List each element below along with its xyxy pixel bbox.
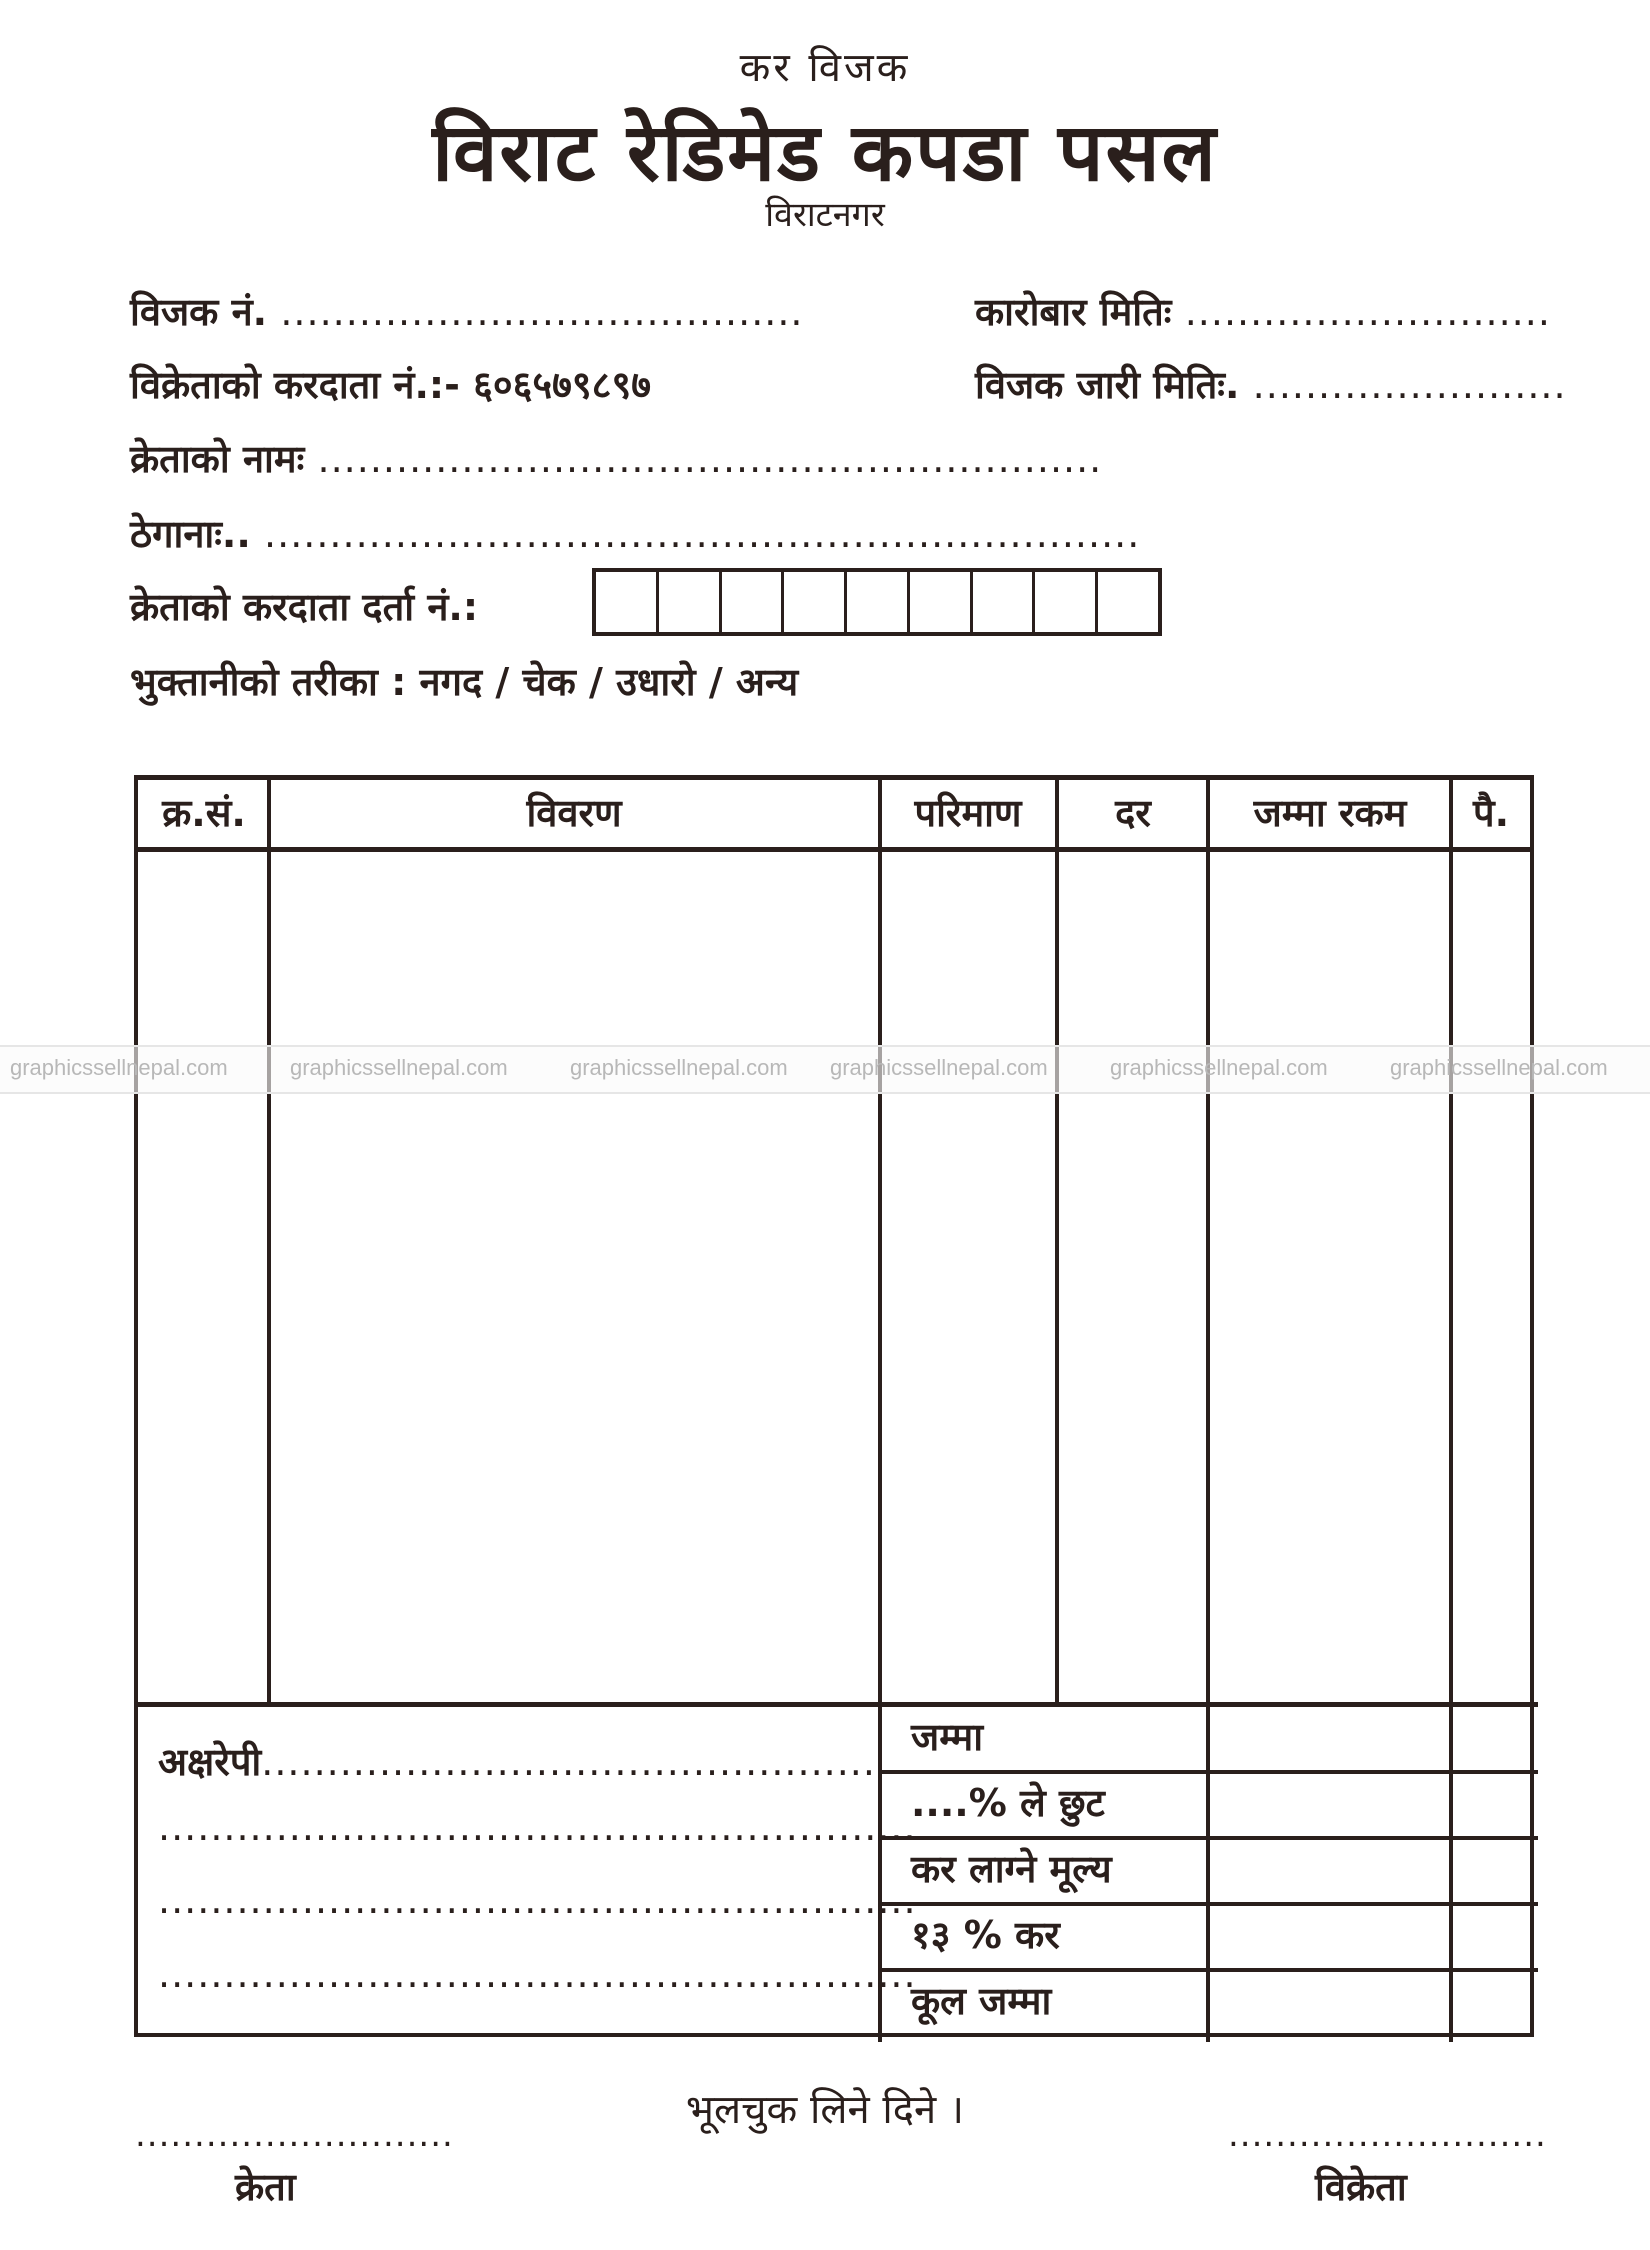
seller-pan-field xyxy=(130,358,651,410)
column-divider xyxy=(1206,780,1210,2042)
transaction-date-dots: ............................ xyxy=(1184,290,1551,334)
pan-digit-box[interactable] xyxy=(1098,572,1158,632)
buyer-name-field[interactable] xyxy=(130,432,1102,484)
amount-in-words-line[interactable]: .......................................................... xyxy=(158,1878,917,1922)
transaction-date-field[interactable] xyxy=(975,285,1551,337)
header-paisa: पै. xyxy=(1452,780,1530,852)
payment-method-options: नगद / चेक / उधारो / अन्य xyxy=(419,660,799,704)
payment-method-field xyxy=(130,655,798,707)
error-omission-note: भूलचुक लिने दिने । xyxy=(685,2087,965,2133)
address-field[interactable] xyxy=(130,507,1140,559)
pan-digit-box[interactable] xyxy=(784,572,847,632)
buyer-name-label: क्रेताको नामः xyxy=(130,437,305,481)
seller-pan-value: ६०६५७९८९७ xyxy=(473,363,651,407)
summary-row-line xyxy=(878,1902,1538,1906)
watermark-text: graphicssellnepal.com xyxy=(570,1055,788,1080)
header-rate: दर xyxy=(1058,780,1208,852)
buyer-signature-label: क्रेता xyxy=(235,2165,296,2209)
watermark-text: graphicssellnepal.com xyxy=(830,1055,1048,1080)
watermark-text: graphicssellnepal.com xyxy=(1110,1055,1328,1080)
items-table xyxy=(134,775,1534,2037)
watermark-text: graphicssellnepal.com xyxy=(290,1055,508,1080)
seller-signature-line[interactable]: ........................... xyxy=(1228,2115,1547,2155)
amount-in-words-field[interactable] xyxy=(158,1735,876,1787)
payment-method-label: भुक्तानीको तरीका : xyxy=(130,660,407,704)
pan-digit-box[interactable] xyxy=(659,572,722,632)
transaction-date-label: कारोबार मितिः xyxy=(975,290,1172,334)
document-subtitle: कर विजक xyxy=(739,45,911,91)
address-label: ठेगानाः.. xyxy=(130,512,251,556)
pan-digit-box[interactable] xyxy=(910,572,973,632)
column-divider xyxy=(1055,780,1059,1704)
watermark-band xyxy=(0,1045,1650,1094)
invoice-number-field[interactable] xyxy=(130,285,804,337)
pan-digit-box[interactable] xyxy=(722,572,785,632)
summary-grand-total: कूल जम्मा xyxy=(911,1979,1052,2023)
amount-in-words-dots: ............................................... xyxy=(261,1740,876,1784)
amount-in-words-line[interactable]: .......................................................... xyxy=(158,1952,917,1996)
pan-digit-box[interactable] xyxy=(596,572,659,632)
summary-discount: ....% ले छुट xyxy=(911,1781,1105,1825)
summary-taxable-value: कर लाग्ने मूल्य xyxy=(911,1847,1112,1891)
header-amount: जम्मा रकम xyxy=(1208,780,1452,852)
column-divider xyxy=(878,780,882,2042)
summary-row-line xyxy=(878,1770,1538,1774)
pan-digit-box[interactable] xyxy=(1035,572,1098,632)
invoice-number-label: विजक नं. xyxy=(130,290,268,334)
issue-date-field[interactable] xyxy=(975,358,1567,410)
summary-row-line xyxy=(878,1836,1538,1840)
header-serial: क्र.सं. xyxy=(138,780,270,852)
shop-city: विराटनगर xyxy=(765,195,885,235)
seller-signature-label: विक्रेता xyxy=(1315,2165,1407,2209)
buyer-signature-line[interactable]: ........................... xyxy=(135,2115,454,2155)
summary-divider xyxy=(138,1702,1538,1707)
amount-in-words-line[interactable]: .......................................................... xyxy=(158,1805,917,1849)
watermark-text: graphicssellnepal.com xyxy=(10,1055,228,1080)
summary-vat: १३ % कर xyxy=(911,1913,1060,1957)
summary-row-line xyxy=(878,1968,1538,1972)
summary-total: जम्मा xyxy=(911,1715,984,1759)
watermark-text: graphicssellnepal.com xyxy=(1390,1055,1608,1080)
pan-digit-box[interactable] xyxy=(973,572,1036,632)
amount-in-words-label: अक्षरेपी xyxy=(158,1740,262,1784)
buyer-pan-boxes[interactable] xyxy=(592,568,1162,636)
issue-date-dots: ........................ xyxy=(1252,363,1567,407)
column-divider xyxy=(1449,780,1453,2042)
header-quantity: परिमाण xyxy=(878,780,1058,852)
buyer-name-dots: ............................................................ xyxy=(317,437,1103,481)
column-divider xyxy=(267,780,271,1704)
buyer-pan-label: क्रेताको करदाता दर्ता नं.: xyxy=(130,585,479,629)
seller-pan-label: विक्रेताको करदाता नं.:- xyxy=(130,363,460,407)
shop-name: विराट रेडिमेड कपडा पसल xyxy=(432,106,1218,199)
address-dots: ................................................................... xyxy=(264,512,1141,556)
pan-digit-box[interactable] xyxy=(847,572,910,632)
issue-date-label: विजक जारी मितिः. xyxy=(975,363,1240,407)
header-description: विवरण xyxy=(270,780,878,852)
invoice-number-dots: ........................................ xyxy=(280,290,804,334)
